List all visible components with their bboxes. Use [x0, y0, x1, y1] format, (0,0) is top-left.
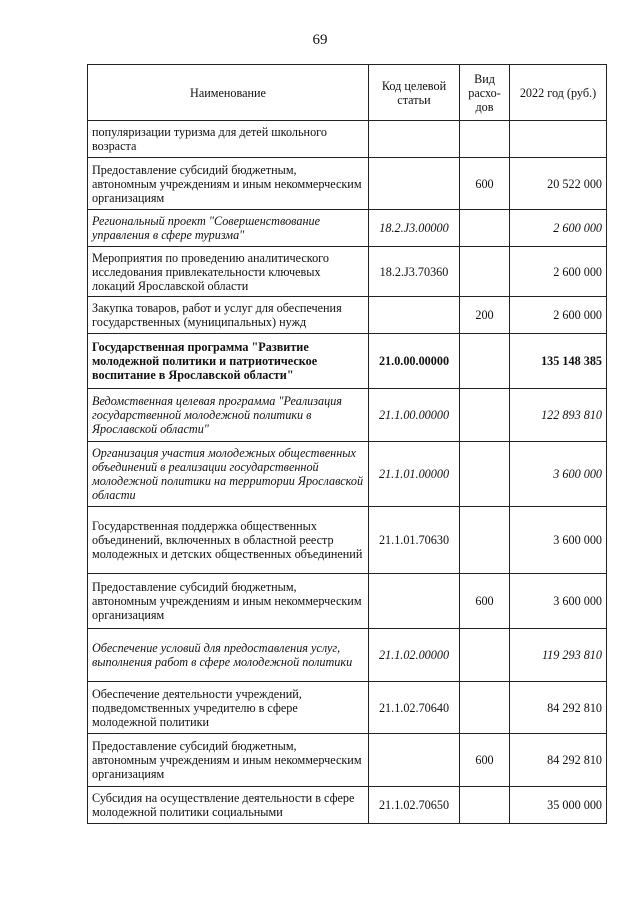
row-name: Ведомственная целевая программа "Реализация государственной молодежной политики в Ярославской области"	[88, 389, 369, 442]
row-kind	[460, 682, 510, 734]
row-amount: 2 600 000	[510, 247, 607, 297]
row-name: Организация участия молодежных общественных объединений в реализации государственной молодежной политики на территории Ярославской области	[88, 442, 369, 507]
row-kind: 600	[460, 734, 510, 787]
table-row	[88, 297, 607, 334]
row-name: Государственная поддержка общественных объединений, включенных в областной реестр молодежных и детских общественных объединений	[88, 507, 369, 574]
row-name: популяризации туризма для детей школьного возраста	[88, 121, 369, 158]
row-amount: 3 600 000	[510, 442, 607, 507]
row-amount: 35 000 000	[510, 787, 607, 824]
row-name: Обеспечение условий для предоставления услуг, выполнения работ в сфере молодежной политики	[88, 629, 369, 682]
header-kind: Вид расхо-дов	[460, 65, 510, 121]
row-kind: 600	[460, 574, 510, 629]
table-row	[88, 734, 607, 787]
header-name: Наименование	[88, 65, 369, 121]
row-code: 21.1.01.70630	[369, 507, 460, 574]
row-code: 21.1.00.00000	[369, 389, 460, 442]
table-row	[88, 682, 607, 734]
table-row	[88, 389, 607, 442]
row-amount: 2 600 000	[510, 297, 607, 334]
row-amount: 84 292 810	[510, 682, 607, 734]
row-name: Предоставление субсидий бюджетным, автономным учреждениям и иным некоммерческим организациям	[88, 734, 369, 787]
header-code: Код целевой статьи	[369, 65, 460, 121]
table-row	[88, 574, 607, 629]
budget-table	[87, 64, 607, 824]
row-amount: 84 292 810	[510, 734, 607, 787]
row-code	[369, 297, 460, 334]
table-row	[88, 121, 607, 158]
table-row	[88, 334, 607, 389]
row-kind	[460, 121, 510, 158]
table-row	[88, 787, 607, 824]
row-amount: 122 893 810	[510, 389, 607, 442]
row-kind	[460, 507, 510, 574]
row-code: 21.1.02.70640	[369, 682, 460, 734]
row-name: Государственная программа "Развитие молодежной политики и патриотическое воспитание в Ярославской области"	[88, 334, 369, 389]
table-row	[88, 629, 607, 682]
row-name: Предоставление субсидий бюджетным, автономным учреждениям и иным некоммерческим организациям	[88, 574, 369, 629]
row-code: 18.2.J3.70360	[369, 247, 460, 297]
row-kind	[460, 210, 510, 247]
row-kind	[460, 247, 510, 297]
row-code	[369, 158, 460, 210]
row-amount: 3 600 000	[510, 574, 607, 629]
row-amount: 119 293 810	[510, 629, 607, 682]
header-amount: 2022 год (руб.)	[510, 65, 607, 121]
row-name: Региональный проект "Совершенствование управления в сфере туризма"	[88, 210, 369, 247]
row-amount: 3 600 000	[510, 507, 607, 574]
row-kind	[460, 629, 510, 682]
table-row	[88, 158, 607, 210]
row-name: Предоставление субсидий бюджетным, автономным учреждениям и иным некоммерческим организациям	[88, 158, 369, 210]
table-row	[88, 507, 607, 574]
table-row	[88, 442, 607, 507]
row-amount: 2 600 000	[510, 210, 607, 247]
row-code	[369, 121, 460, 158]
row-code	[369, 574, 460, 629]
row-amount: 135 148 385	[510, 334, 607, 389]
row-code: 21.1.02.70650	[369, 787, 460, 824]
row-code: 18.2.J3.00000	[369, 210, 460, 247]
row-kind	[460, 442, 510, 507]
table-row	[88, 210, 607, 247]
row-code: 21.1.02.00000	[369, 629, 460, 682]
row-name: Закупка товаров, работ и услуг для обеспечения государственных (муниципальных) нужд	[88, 297, 369, 334]
table-header-row	[88, 65, 607, 121]
row-code: 21.0.00.00000	[369, 334, 460, 389]
row-kind	[460, 389, 510, 442]
row-kind: 200	[460, 297, 510, 334]
row-kind	[460, 334, 510, 389]
row-kind	[460, 787, 510, 824]
row-name: Обеспечение деятельности учреждений, подведомственных учредителю в сфере молодежной политики	[88, 682, 369, 734]
row-code	[369, 734, 460, 787]
row-amount: 20 522 000	[510, 158, 607, 210]
row-code: 21.1.01.00000	[369, 442, 460, 507]
table-row	[88, 247, 607, 297]
page-number: 69	[312, 32, 328, 48]
row-kind: 600	[460, 158, 510, 210]
row-name: Мероприятия по проведению аналитического исследования привлекательности ключевых локаций Ярославской области	[88, 247, 369, 297]
row-name: Субсидия на осуществление деятельности в сфере молодежной политики социальными	[88, 787, 369, 824]
row-amount	[510, 121, 607, 158]
